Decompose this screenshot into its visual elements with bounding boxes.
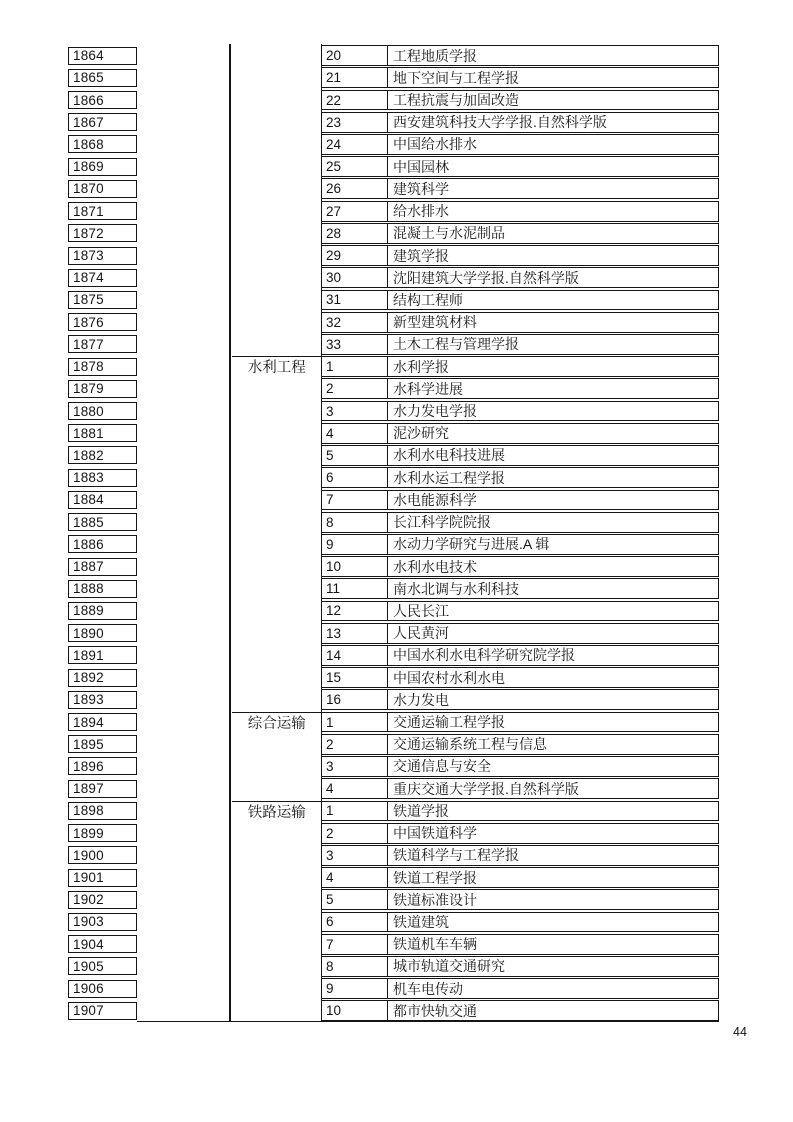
table-row [322,623,719,644]
row-id-cell: 1902 [68,891,137,909]
journal-name-cell: 水科学进展 [387,379,718,398]
row-id-cell: 1866 [68,91,137,109]
table-row [322,223,719,244]
row-seq-cell: 2 [326,736,334,752]
journal-name-cell: 中国给水排水 [387,135,718,154]
journal-name-cell: 给水排水 [387,202,718,221]
row-id-cell: 1897 [68,780,137,798]
row-seq-cell: 3 [326,403,334,419]
row-id-cell: 1876 [68,313,137,331]
table-row [322,290,719,311]
table-row [322,912,719,933]
row-id-cell: 1867 [68,113,137,131]
journal-name-cell: 工程地质学报 [387,46,718,65]
row-id-cell: 1883 [68,469,137,487]
table-row [322,245,719,266]
journal-name-cell: 都市快轨交通 [387,1001,718,1020]
table-row [322,201,719,222]
row-id-cell: 1890 [68,624,137,642]
table-row [322,534,719,555]
row-id-cell: 1888 [68,580,137,598]
journal-name-cell: 交通运输系统工程与信息 [387,735,718,754]
row-seq-cell: 11 [326,581,341,597]
journal-name-cell: 铁道建筑 [387,913,718,932]
table-row [322,490,719,511]
table-row [322,734,719,755]
table-row [322,267,719,288]
journal-name-cell: 结构工程师 [387,291,718,310]
row-seq-cell: 1 [326,714,334,730]
row-id-cell: 1886 [68,535,137,553]
table-border-col2-right [229,44,231,1022]
journal-name-cell: 铁道机车车辆 [387,935,718,954]
table-row [322,601,719,622]
row-seq-cell: 2 [326,825,334,841]
journal-name-cell: 水力发电 [387,690,718,709]
journal-name-cell: 新型建筑材料 [387,313,718,332]
category-cell: 综合运输 [232,712,322,799]
row-seq-cell: 6 [326,914,334,930]
row-id-cell: 1896 [68,757,137,775]
table-row [322,645,719,666]
journal-name-cell: 中国水利水电科学研究院学报 [387,646,718,665]
row-seq-cell: 13 [326,625,342,641]
table-row [322,778,719,799]
row-seq-cell: 4 [326,870,334,886]
row-seq-cell: 8 [326,514,334,530]
row-id-cell: 1885 [68,513,137,531]
row-id-cell: 1887 [68,558,137,576]
table-row [322,823,719,844]
row-id-cell: 1906 [68,980,137,998]
page-number: 44 [733,1025,747,1039]
row-id-cell: 1898 [68,802,137,820]
journal-name-cell: 建筑科学 [387,179,718,198]
row-seq-cell: 9 [326,981,334,997]
journal-name-cell: 水动力学研究与进展.A 辑 [387,535,718,554]
row-seq-cell: 10 [326,1003,342,1019]
journal-name-cell: 人民黄河 [387,624,718,643]
category-cell [232,45,322,355]
journal-name-cell: 中国铁道科学 [387,824,718,843]
row-seq-cell: 3 [326,758,334,774]
row-id-cell: 1868 [68,135,137,153]
journal-name-cell: 铁道工程学报 [387,868,718,887]
row-id-cell: 1865 [68,69,137,87]
journal-name-cell: 铁道科学与工程学报 [387,846,718,865]
row-id-cell: 1882 [68,446,137,464]
journal-name-cell: 人民长江 [387,602,718,621]
table-row [322,512,719,533]
row-id-cell: 1864 [68,47,137,65]
table-row [322,356,719,377]
row-seq-cell: 10 [326,559,342,575]
table-row [322,378,719,399]
row-seq-cell: 30 [326,270,342,286]
row-seq-cell: 5 [326,447,334,463]
row-seq-cell: 12 [326,603,342,619]
row-id-cell: 1905 [68,957,137,975]
category-cell: 水利工程 [232,356,322,710]
row-seq-cell: 6 [326,470,334,486]
journal-name-cell: 水利水电技术 [387,557,718,576]
table-row [322,445,719,466]
row-id-cell: 1872 [68,224,137,242]
row-seq-cell: 31 [326,292,342,308]
journal-name-cell: 长江科学院院报 [387,513,718,532]
row-id-cell: 1899 [68,824,137,842]
row-seq-cell: 21 [326,70,342,86]
row-seq-cell: 15 [326,670,342,686]
journal-name-cell: 工程抗震与加固改造 [387,91,718,110]
row-id-cell: 1877 [68,335,137,353]
journal-name-cell: 铁道标准设计 [387,890,718,909]
row-id-cell: 1891 [68,646,137,664]
row-seq-cell: 24 [326,136,342,152]
row-seq-cell: 29 [326,248,342,264]
row-seq-cell: 2 [326,381,334,397]
row-id-cell: 1878 [68,358,137,376]
table-row [322,45,719,66]
row-id-cell: 1873 [68,247,137,265]
row-id-cell: 1870 [68,180,137,198]
row-id-cell: 1892 [68,669,137,687]
row-id-cell: 1871 [68,202,137,220]
row-seq-cell: 32 [326,314,342,330]
table-row [322,90,719,111]
table-row [322,845,719,866]
row-seq-cell: 7 [326,936,334,952]
row-seq-cell: 14 [326,647,342,663]
journal-name-cell: 铁道学报 [387,802,718,821]
row-id-cell: 1874 [68,269,137,287]
row-seq-cell: 22 [326,92,342,108]
table-row [322,178,719,199]
row-seq-cell: 4 [326,425,334,441]
journal-name-cell: 水利水电科技进展 [387,446,718,465]
category-cell: 铁路运输 [232,801,322,1022]
row-seq-cell: 1 [326,803,334,819]
row-seq-cell: 33 [326,336,342,352]
journal-name-cell: 西安建筑科技大学学报.自然科学版 [387,113,718,132]
journal-name-cell: 南水北调与水利科技 [387,579,718,598]
journal-name-cell: 交通信息与安全 [387,757,718,776]
table-row [322,978,719,999]
table-row [322,667,719,688]
table-row [322,312,719,333]
journal-name-cell: 重庆交通大学学报.自然科学版 [387,779,718,798]
row-seq-cell: 16 [326,692,342,708]
row-seq-cell: 26 [326,181,342,197]
journal-name-cell: 交通运输工程学报 [387,713,718,732]
table-row [322,867,719,888]
row-seq-cell: 7 [326,492,334,508]
row-id-cell: 1889 [68,602,137,620]
table-row [322,756,719,777]
journal-name-cell: 泥沙研究 [387,424,718,443]
table-row [322,334,719,355]
row-seq-cell: 20 [326,48,342,64]
table-row [322,67,719,88]
table-row [322,467,719,488]
journal-name-cell: 土木工程与管理学报 [387,335,718,354]
journal-name-cell: 地下空间与工程学报 [387,68,718,87]
row-seq-cell: 4 [326,781,334,797]
table-row [322,889,719,910]
row-id-cell: 1869 [68,158,137,176]
row-seq-cell: 5 [326,892,334,908]
journal-name-cell: 中国农村水利水电 [387,668,718,687]
row-seq-cell: 1 [326,359,334,375]
row-seq-cell: 28 [326,225,342,241]
journal-name-cell: 水利学报 [387,357,718,376]
journal-name-cell: 水利水运工程学报 [387,468,718,487]
row-id-cell: 1895 [68,735,137,753]
table-row [322,401,719,422]
row-id-cell: 1880 [68,402,137,420]
table-row [322,1000,719,1021]
table-row [322,689,719,710]
row-id-cell: 1894 [68,713,137,731]
row-id-cell: 1903 [68,913,137,931]
row-id-cell: 1879 [68,380,137,398]
table-row [322,156,719,177]
journal-name-cell: 混凝土与水泥制品 [387,224,718,243]
row-id-cell: 1904 [68,935,137,953]
journal-name-cell: 沈阳建筑大学学报.自然科学版 [387,268,718,287]
row-seq-cell: 8 [326,958,334,974]
row-seq-cell: 25 [326,159,342,175]
table-row [322,556,719,577]
row-id-cell: 1900 [68,846,137,864]
row-id-cell: 1901 [68,869,137,887]
table-row [322,934,719,955]
table-row [322,801,719,822]
row-seq-cell: 3 [326,847,334,863]
table-row [322,423,719,444]
row-id-cell: 1875 [68,291,137,309]
journal-name-cell: 水力发电学报 [387,402,718,421]
row-seq-cell: 27 [326,203,342,219]
row-id-cell: 1881 [68,424,137,442]
journal-name-cell: 中国园林 [387,157,718,176]
journal-name-cell: 水电能源科学 [387,491,718,510]
row-id-cell: 1893 [68,691,137,709]
journal-name-cell: 机车电传动 [387,979,718,998]
table-row [322,956,719,977]
journal-name-cell: 建筑学报 [387,246,718,265]
row-id-cell: 1907 [68,1002,137,1020]
journal-name-cell: 城市轨道交通研究 [387,957,718,976]
table-row [322,112,719,133]
table-row [322,578,719,599]
row-seq-cell: 23 [326,114,342,130]
table-row [322,712,719,733]
row-seq-cell: 9 [326,536,334,552]
row-id-cell: 1884 [68,491,137,509]
table-row [322,134,719,155]
